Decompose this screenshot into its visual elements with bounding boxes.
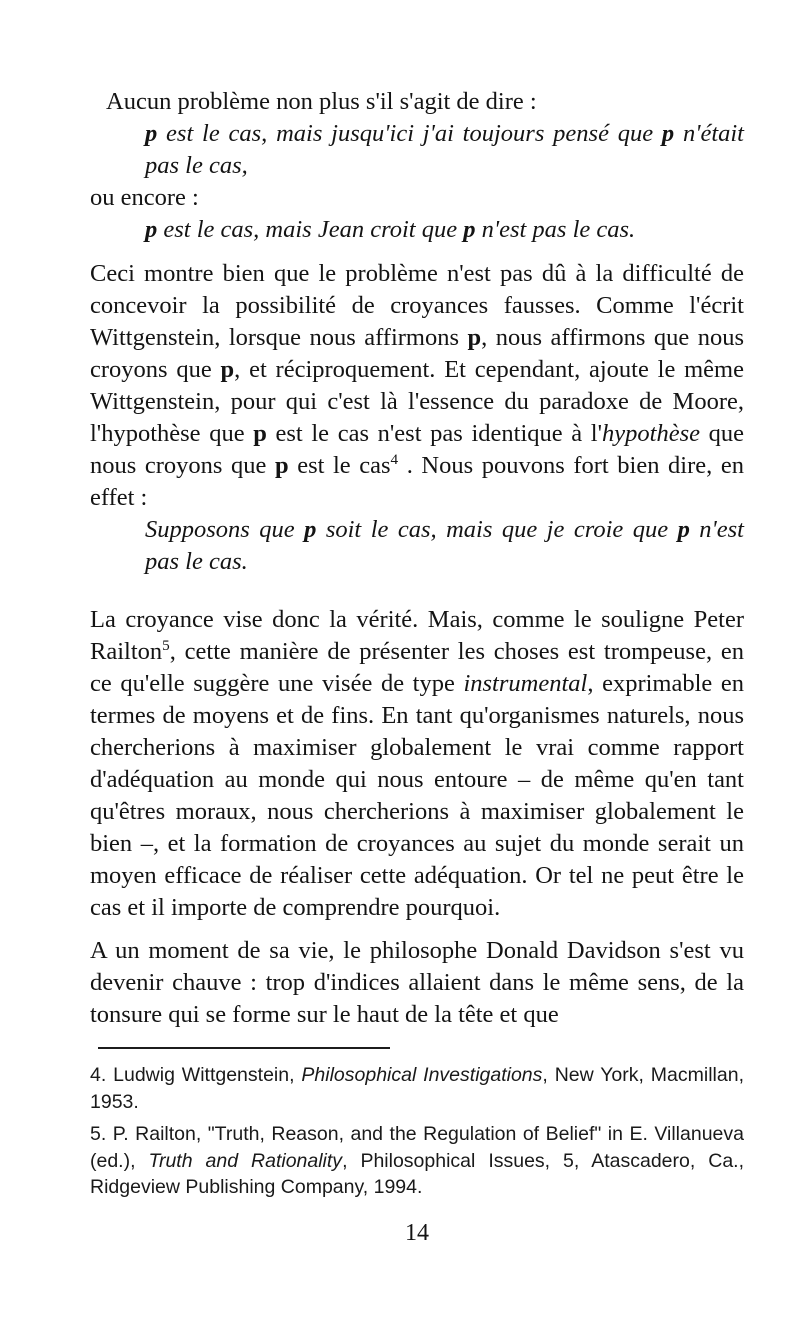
display-quote-3: Supposons que p soit le cas, mais que je croie que p n'est pas le cas. [145,516,744,575]
footnote-4: 4. Ludwig Wittgenstein, Philosophical Investigations, New York, Macmillan, 1953. [90,1064,744,1113]
footnotes-block [90,1062,744,1201]
page-number: 14 [405,1219,429,1246]
display-quote-1: p est le cas, mais jusqu'ici j'ai toujours pensé que p n'était pas le cas, [145,120,744,179]
display-quote-2: p est le cas, mais Jean croit que p n'est pas le cas. [145,216,636,243]
paragraph-railton: La croyance vise donc la vérité. Mais, comme le souligne Peter Railton$^5$, cette manière de présenter les choses est trompeuse, en ce qu'elle suggère une visée de type instrumental, exprimable en termes de moyens et de fins. En tant qu'organismes naturels, nous chercherions à maximiser globalement le vrai comme rapport d'adéquation au monde qui nous entoure – de même qu'en tant qu'êtres moraux, nous chercherions à maximiser globalement le bien –, et la formation de croyances au sujet du monde serait un moyen efficace de réaliser cette adéquation. Or tel ne peut être le cas et il importe de comprendre pourquoi. [90,606,745,921]
paragraph-wittgenstein: Ceci montre bien que le problème n'est pas dû à la difficulté de concevoir la possibilité de croyances fausses. Comme l'écrit Wittgenstein, lorsque nous affirmons p, nous affirmons que nous croyons que p, et réciproquement. Et cependant, ajoute le même Wittgenstein, pour qui c'est là l'essence du paradoxe de Moore, l'hypothèse que p est le cas n'est pas identique à l'hypothèse que nous croyons que p est le cas$^4$ . Nous pouvons fort bien dire, en effet : [90,260,745,511]
footnote-separator [98,1047,390,1049]
paragraph-intro-connector: ou encore : [90,184,199,211]
paragraph-intro-lead: Aucun problème non plus s'il s'agit de dire : [106,88,537,115]
body-text [90,86,744,1249]
footnote-5: 5. P. Railton, "Truth, Reason, and the Regulation of Belief" in E. Villanueva (ed.), Truth and Rationality, Philosophical Issues, 5, Atascadero, Ca., Ridgeview Publishing Company, 1994. [90,1123,744,1198]
paragraph-davidson: A un moment de sa vie, le philosophe Donald Davidson s'est vu devenir chauve : trop d'indices allaient dans le même sens, de la tonsure qui se forme sur le haut de la tête et que [90,937,744,1028]
